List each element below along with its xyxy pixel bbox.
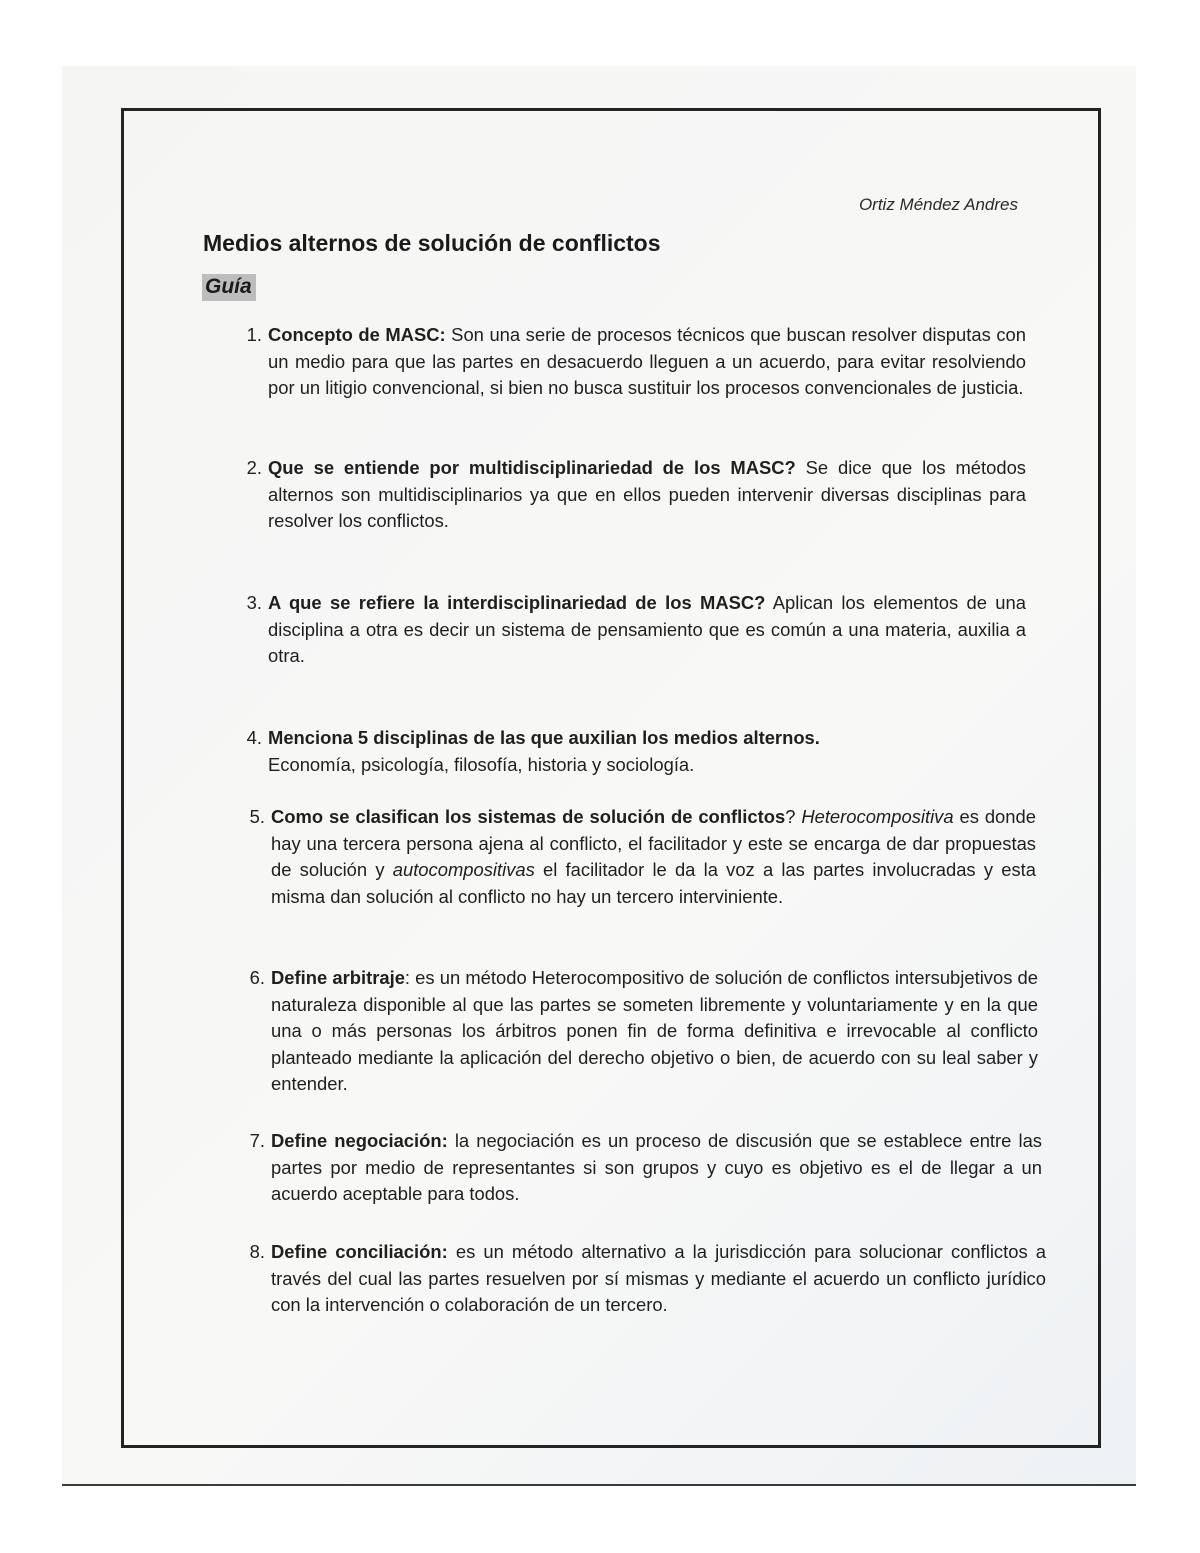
- item-number: 1.: [246, 324, 262, 345]
- item-answer: la negociación es un proceso de discusión que se establece entre las partes por medio de representantes si son grupos y cuyo es objetivo es el de llegar a un acuerdo aceptable para todos.: [271, 1130, 1042, 1204]
- item-question: Que se entiende por multidisciplinariedad de los MASC?: [268, 457, 796, 478]
- list-item: [246, 455, 1026, 535]
- item-number: 7.: [249, 1130, 265, 1151]
- item-number: 8.: [249, 1241, 265, 1262]
- item-answer: el facilitador le da la voz a las partes involucradas y esta misma dan solución al conflicto no hay un tercero interviniente.: [271, 859, 1036, 907]
- item-answer: es un método alternativo a la jurisdicción para solucionar conflictos a través del cual las partes resuelven por sí mismas y mediante el acuerdo un conflicto jurídico con la intervención o colaboración de un tercero.: [271, 1241, 1046, 1315]
- item-question: Define negociación:: [271, 1130, 448, 1151]
- list-item: [246, 590, 1026, 670]
- item-question: Define conciliación:: [271, 1241, 448, 1262]
- item-number: 4.: [246, 727, 262, 748]
- item-answer: Se dice que los métodos alternos son multidisciplinarios ya que en ellos pueden intervenir diversas disciplinas para resolver los conflictos.: [268, 457, 1026, 531]
- item-number: 3.: [246, 592, 262, 613]
- list-item: [249, 965, 1038, 1098]
- document-title: Medios alternos de solución de conflictos: [203, 230, 661, 256]
- list-item: [249, 804, 1036, 910]
- item-number: 5.: [249, 806, 265, 827]
- author-name: Ortiz Méndez Andres: [858, 195, 1018, 214]
- item-term: Heterocompositiva: [801, 806, 954, 827]
- guide-label: Guía: [202, 274, 256, 301]
- item-answer: : es un método Heterocompositivo de solución de conflictos intersubjetivos de naturaleza disponible al que las partes se someten libremente y voluntariamente y en la que una o más personas los árbitros ponen fin de forma definitiva e irrevocable al conflicto planteado mediante la aplicación del derecho objetivo o bien, de acuerdo con su leal saber y entender.: [271, 967, 1038, 1094]
- list-item: [246, 322, 1026, 402]
- list-item: [249, 1239, 1046, 1319]
- list-item: [246, 725, 1026, 778]
- item-question: A que se refiere la interdisciplinariedad de los MASC?: [268, 592, 766, 613]
- item-answer: Son una serie de procesos técnicos que buscan resolver disputas con un medio para que las partes en desacuerdo lleguen a un acuerdo, para evitar resolviendo por un litigio convencional, si bien no busca sustituir los procesos convencionales de justicia.: [268, 324, 1026, 398]
- item-number: 6.: [249, 967, 265, 988]
- item-answer: Aplican los elementos de una disciplina a otra es decir un sistema de pensamiento que es común a una materia, auxilia a otra.: [268, 592, 1026, 666]
- item-number: 2.: [246, 457, 262, 478]
- item-answer: es donde hay una tercera persona ajena al conflicto, el facilitador y este se encarga de dar propuestas de solución y: [271, 806, 1036, 880]
- item-question: Concepto de MASC:: [268, 324, 446, 345]
- item-term: autocompositivas: [392, 859, 535, 880]
- item-question: Menciona 5 disciplinas de las que auxilian los medios alternos.: [268, 727, 820, 748]
- item-question-mark: ?: [785, 806, 796, 827]
- item-question: Define arbitraje: [271, 967, 405, 988]
- item-question: Como se clasifican los sistemas de solución de conflictos: [271, 806, 786, 827]
- list-item: [249, 1128, 1042, 1208]
- item-answer: Economía, psicología, filosofía, historia y sociología.: [268, 753, 695, 775]
